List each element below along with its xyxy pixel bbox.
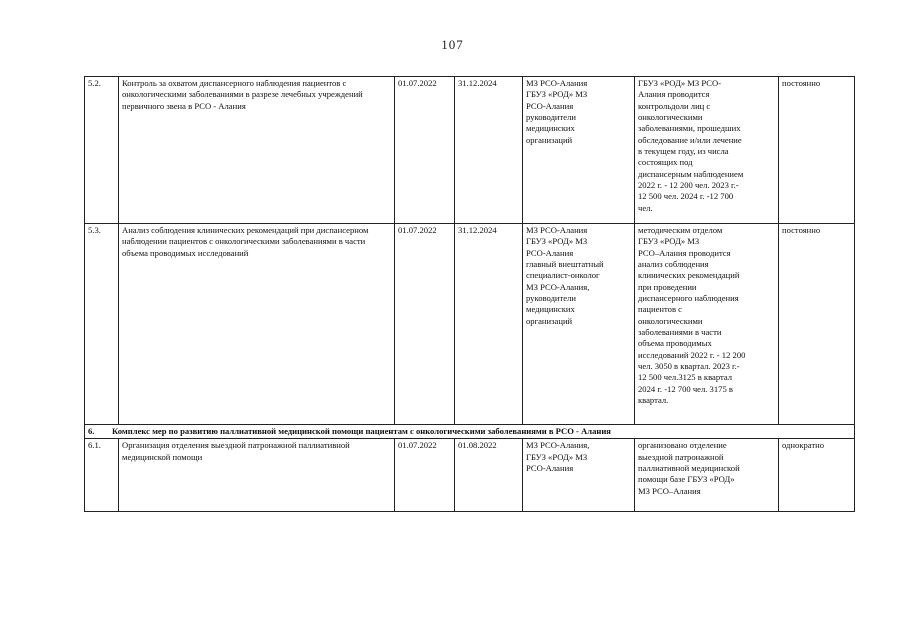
- section-number: 6.: [88, 426, 95, 436]
- frequency-cell: постоянно: [779, 77, 855, 224]
- start-date-cell: 01.07.2022: [395, 439, 455, 512]
- table-row: [85, 224, 855, 425]
- frequency-cell: однократно: [779, 439, 855, 512]
- frequency-cell: постоянно: [779, 224, 855, 425]
- measures-table: [84, 76, 855, 512]
- row-number: 5.2.: [85, 77, 119, 224]
- activity-cell: Контроль за охватом диспансерного наблюдения пациентов с онкологическими заболеваниями в разрезе лечебных учреждений первичного звена в РСО - Алания: [119, 77, 395, 224]
- responsible-cell: МЗ РСО-Алания ГБУЗ «РОД» МЗ РСО-Алания главный внештатный специалист-онколог МЗ РСО-Алания, руководители медицинских организаций: [523, 224, 635, 425]
- end-date-cell: 31.12.2024: [455, 77, 523, 224]
- end-date-cell: 31.12.2024: [455, 224, 523, 425]
- row-number: 5.3.: [85, 224, 119, 425]
- start-date-cell: 01.07.2022: [395, 224, 455, 425]
- table-row: [85, 439, 855, 512]
- start-date-cell: 01.07.2022: [395, 77, 455, 224]
- responsible-cell: МЗ РСО-Алания, ГБУЗ «РОД» МЗ РСО-Алания: [523, 439, 635, 512]
- page-number: 107: [441, 37, 464, 52]
- responsible-cell: МЗ РСО-Алания ГБУЗ «РОД» МЗ РСО-Алания руководители медицинских организаций: [523, 77, 635, 224]
- result-cell: ГБУЗ «РОД» МЗ РСО- Алания проводится контрольдоли лиц с онкологическими заболеваниями, прошедших обследование и/или лечение в текущем году, из числа состоящих под диспансерным наблюдением 2022 г. - 12 200 чел. 2023 г.- 12 500 чел. 2024 г. -12 700 чел.: [635, 77, 779, 224]
- end-date-cell: 01.08.2022: [455, 439, 523, 512]
- section-header-row: [85, 425, 855, 439]
- row-number: 6.1.: [85, 439, 119, 512]
- table-row: [85, 77, 855, 224]
- activity-cell: Анализ соблюдения клинических рекомендаций при диспансерном наблюдении пациентов с онкологическими заболеваниями в части объема проводимых исследований: [119, 224, 395, 425]
- result-cell: методическим отделом ГБУЗ «РОД» МЗ РСО–Алания проводится анализ соблюдения клинических рекомендаций при проведении диспансерного наблюдения пациентов с онкологическими заболеваниями в части объема проводимых исследований 2022 г. - 12 200 чел. 3050 в квартал. 2023 г.- 12 500 чел.3125 в квартал 2024 г. -12 700 чел. 3175 в квартал.: [635, 224, 779, 425]
- section-header-cell: [85, 425, 855, 439]
- result-cell: организовано отделение выездной патронажной паллиативной медицинской помощи базе ГБУЗ «РОД» МЗ РСО–Алания: [635, 439, 779, 512]
- activity-cell: Организация отделения выездной патронажной паллиативной медицинской помощи: [119, 439, 395, 512]
- section-title: Комплекс мер по развитию паллиативной медицинской помощи пациентам с онкологическими заболеваниями в РСО - Алания: [112, 426, 611, 436]
